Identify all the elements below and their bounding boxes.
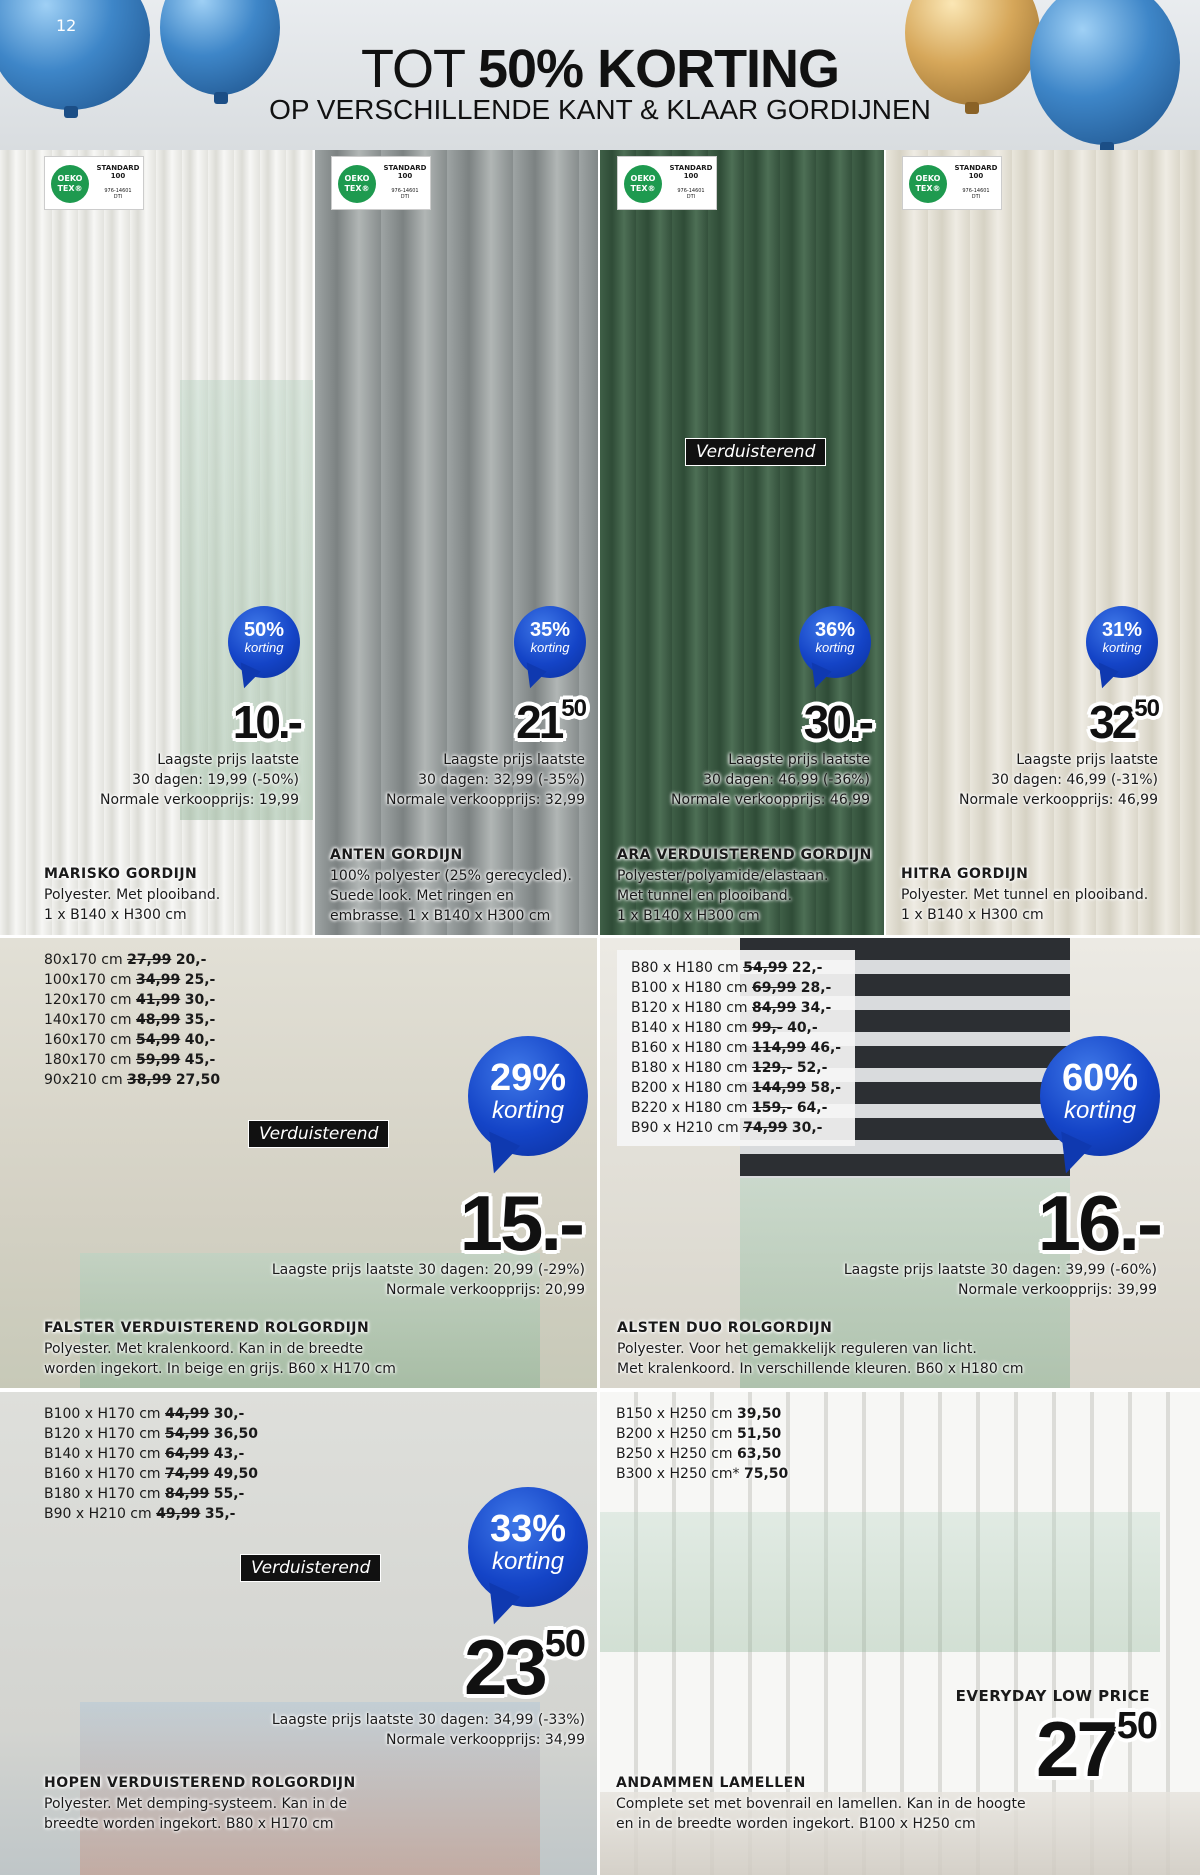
size-row: B100 x H180 cm 69,99 28,- <box>631 980 832 996</box>
curtain-photo <box>315 150 598 935</box>
blackout-label: Verduisterend <box>248 1120 389 1148</box>
size-row: B90 x H210 cm 74,99 30,- <box>631 1120 823 1136</box>
blackout-label: Verduisterend <box>685 438 826 466</box>
size-row: B200 x H180 cm 144,99 58,- <box>631 1080 842 1096</box>
normal-price: Normale verkoopprijs: 32,99 <box>386 792 585 808</box>
price-main: 21 <box>516 696 562 748</box>
product-panel-anten <box>315 150 598 935</box>
price <box>1089 695 1159 749</box>
discount-percent: 50% <box>243 619 285 641</box>
blackout-label: Verduisterend <box>240 1554 381 1582</box>
lowest-price-line-1: Laagste prijs laatste <box>157 752 299 768</box>
lowest-price: Laagste prijs laatste 30 dagen: 34,99 (-33%) <box>271 1712 585 1728</box>
discount-badge <box>514 606 586 678</box>
discount-badge <box>468 1487 588 1607</box>
price <box>1036 1704 1157 1795</box>
product-description: Polyester. Met demping-systeem. Kan in de breedte worden ingekort. B80 x H170 cm <box>44 1796 348 1832</box>
product-title: ANTEN GORDIJN <box>330 847 463 863</box>
product-description: Polyester. Met plooiband. 1 x B140 x H300 cm <box>44 887 221 923</box>
discount-badge <box>228 606 300 678</box>
size-row: B250 x H250 cm 63,50 <box>616 1446 782 1462</box>
size-row: B120 x H180 cm 84,99 34,- <box>631 1000 832 1016</box>
normal-price: Normale verkoopprijs: 46,99 <box>671 792 870 808</box>
oeko-code: 976-14601 DTI <box>104 188 132 200</box>
price <box>804 695 871 749</box>
product-title: ARA VERDUISTEREND GORDIJN <box>617 847 872 863</box>
window-view <box>600 1512 1160 1652</box>
price-info <box>272 1710 585 1750</box>
size-row: B300 x H250 cm* 75,50 <box>616 1466 789 1482</box>
size-row: 100x170 cm 34,99 25,- <box>44 972 216 988</box>
product-description: Polyester/polyamide/elastaan. Met tunnel en plooiband. 1 x B140 x H300 cm <box>617 868 829 924</box>
oeko-tex-logo: OEKO TEX® <box>909 165 947 203</box>
oeko-code: 976-14601 DTI <box>962 188 990 200</box>
discount-word: korting <box>815 640 855 655</box>
price-main: 15.- <box>459 1179 582 1267</box>
size-row: B140 x H180 cm 99,- 40,- <box>631 1020 818 1036</box>
size-row: 120x170 cm 41,99 30,- <box>44 992 216 1008</box>
size-row: B180 x H170 cm 84,99 55,- <box>44 1486 245 1502</box>
discount-percent: 35% <box>529 619 571 641</box>
size-row: 90x210 cm 38,99 27,50 <box>44 1072 221 1088</box>
discount-word: korting <box>491 1097 565 1124</box>
size-row: B220 x H180 cm 159,- 64,- <box>631 1100 828 1116</box>
product-panel-alsten <box>600 938 1200 1388</box>
oeko-tex-label <box>902 156 1002 210</box>
price-main: 27 <box>1035 1705 1117 1793</box>
size-row: B100 x H170 cm 44,99 30,- <box>44 1406 245 1422</box>
size-price-list <box>616 1404 788 1484</box>
discount-percent: 60% <box>1061 1057 1139 1099</box>
price-cents: 50 <box>1134 695 1159 722</box>
product-panel-ara <box>600 150 884 935</box>
lowest-price-line-1: Laagste prijs laatste <box>728 752 870 768</box>
price-info <box>100 750 299 810</box>
discount-percent: 31% <box>1101 619 1143 641</box>
oeko-tex-logo: OEKO TEX® <box>51 165 89 203</box>
product-title: ALSTEN DUO ROLGORDIJN <box>617 1320 833 1336</box>
oeko-standard: STANDARD 100 <box>954 164 998 180</box>
product-description: Complete set met bovenrail en lamellen. Kan in de hoogte en in de breedte worden ingekort. B100 x H250 cm <box>616 1796 1026 1832</box>
size-price-list <box>44 950 220 1090</box>
lowest-price-line-1: Laagste prijs laatste <box>443 752 585 768</box>
price-main: 30.- <box>803 696 871 748</box>
size-price-list <box>617 950 855 1146</box>
headline-strong: 50% KORTING <box>477 39 840 99</box>
size-row: B140 x H170 cm 64,99 43,- <box>44 1446 245 1462</box>
lowest-price-line-1: Laagste prijs laatste <box>1016 752 1158 768</box>
discount-percent: 33% <box>489 1508 567 1550</box>
lowest-price: Laagste prijs laatste 30 dagen: 39,99 (-60%) <box>843 1262 1157 1278</box>
price <box>233 695 300 749</box>
size-row: B80 x H180 cm 54,99 22,- <box>631 960 823 976</box>
normal-price: Normale verkoopprijs: 34,99 <box>386 1732 585 1748</box>
size-row: B180 x H180 cm 129,- 52,- <box>631 1060 828 1076</box>
price-info <box>671 750 870 810</box>
page-number: 12 <box>56 16 77 35</box>
discount-word: korting <box>1063 1097 1137 1124</box>
oeko-tex-label <box>617 156 717 210</box>
product-title: FALSTER VERDUISTEREND ROLGORDIJN <box>44 1320 370 1336</box>
product-description: 100% polyester (25% gerecycled). Suede look. Met ringen en embrasse. 1 x B140 x H300 cm <box>330 868 572 924</box>
price-cents: 50 <box>561 695 586 722</box>
product-panel-falster <box>0 938 597 1388</box>
product-panel-hopen <box>0 1392 597 1875</box>
lowest-price: Laagste prijs laatste 30 dagen: 20,99 (-29%) <box>271 1262 585 1278</box>
normal-price: Normale verkoopprijs: 46,99 <box>959 792 1158 808</box>
product-panel-andammen <box>600 1392 1200 1875</box>
discount-percent: 36% <box>814 619 856 641</box>
price-cents: 50 <box>544 1623 585 1665</box>
product-panel-marisko <box>0 150 313 935</box>
discount-percent: 29% <box>489 1057 567 1099</box>
product-title: MARISKO GORDIJN <box>44 866 198 882</box>
price-main: 10.- <box>232 696 300 748</box>
discount-badge <box>468 1036 588 1156</box>
price-info <box>272 1260 585 1300</box>
size-row: B150 x H250 cm 39,50 <box>616 1406 782 1422</box>
oeko-tex-logo: OEKO TEX® <box>338 165 376 203</box>
size-row: 160x170 cm 54,99 40,- <box>44 1032 216 1048</box>
subheadline: OP VERSCHILLENDE KANT & KLAAR GORDIJNEN <box>269 94 931 125</box>
size-price-list <box>44 1404 258 1524</box>
lowest-price-line-2: 30 dagen: 46,99 (-36%) <box>703 772 870 788</box>
oeko-tex-label <box>331 156 431 210</box>
oeko-standard: STANDARD 100 <box>669 164 713 180</box>
discount-word: korting <box>244 640 284 655</box>
price <box>464 1622 585 1713</box>
price-info <box>844 1260 1157 1300</box>
normal-price: Normale verkoopprijs: 39,99 <box>958 1282 1157 1298</box>
normal-price: Normale verkoopprijs: 20,99 <box>386 1282 585 1298</box>
oeko-code: 976-14601 DTI <box>677 188 705 200</box>
lowest-price-line-2: 30 dagen: 32,99 (-35%) <box>418 772 585 788</box>
product-description: Polyester. Voor het gemakkelijk reguleren van licht. Met kralenkoord. In verschillende kleuren. B60 x H180 cm <box>617 1341 1024 1377</box>
curtain-photo <box>886 150 1200 935</box>
size-row: 180x170 cm 59,99 45,- <box>44 1052 216 1068</box>
price <box>516 695 586 749</box>
oeko-tex-logo: OEKO TEX® <box>624 165 662 203</box>
headline-prefix: TOT <box>360 39 464 99</box>
discount-word: korting <box>491 1548 565 1575</box>
oeko-standard: STANDARD 100 <box>383 164 427 180</box>
size-row: B160 x H180 cm 114,99 46,- <box>631 1040 842 1056</box>
size-row: B90 x H210 cm 49,99 35,- <box>44 1506 236 1522</box>
price-info <box>959 750 1158 810</box>
size-row: B120 x H170 cm 54,99 36,50 <box>44 1426 259 1442</box>
product-title: HOPEN VERDUISTEREND ROLGORDIJN <box>44 1775 356 1791</box>
curtain-photo <box>600 150 884 935</box>
price <box>1038 1178 1160 1269</box>
product-title: HITRA GORDIJN <box>901 866 1029 882</box>
discount-badge <box>1040 1036 1160 1156</box>
discount-word: korting <box>530 640 570 655</box>
oeko-code: 976-14601 DTI <box>391 188 419 200</box>
size-row: B200 x H250 cm 51,50 <box>616 1426 782 1442</box>
product-title: ANDAMMEN LAMELLEN <box>616 1775 806 1791</box>
discount-word: korting <box>1102 640 1142 655</box>
price-main: 16.- <box>1037 1179 1160 1267</box>
product-description: Polyester. Met tunnel en plooiband. 1 x B140 x H300 cm <box>901 887 1149 923</box>
price-main: 32 <box>1089 696 1135 748</box>
oeko-tex-label <box>44 156 144 210</box>
normal-price: Normale verkoopprijs: 19,99 <box>100 792 299 808</box>
lowest-price-line-2: 30 dagen: 46,99 (-31%) <box>991 772 1158 788</box>
discount-badge <box>799 606 871 678</box>
price-cents: 50 <box>1116 1705 1157 1747</box>
price-main: 23 <box>463 1623 545 1711</box>
price <box>460 1178 582 1269</box>
product-description: Polyester. Met kralenkoord. Kan in de breedte worden ingekort. In beige en grijs. B60 x H170 cm <box>44 1341 396 1377</box>
headline <box>0 38 1200 100</box>
size-row: B160 x H170 cm 74,99 49,50 <box>44 1466 259 1482</box>
price-info <box>386 750 585 810</box>
size-row: 140x170 cm 48,99 35,- <box>44 1012 216 1028</box>
size-row: 80x170 cm 27,99 20,- <box>44 952 207 968</box>
product-panel-hitra <box>886 150 1200 935</box>
everyday-low-price-label: EVERYDAY LOW PRICE <box>955 1687 1150 1705</box>
discount-badge <box>1086 606 1158 678</box>
oeko-standard: STANDARD 100 <box>96 164 140 180</box>
lowest-price-line-2: 30 dagen: 19,99 (-50%) <box>132 772 299 788</box>
